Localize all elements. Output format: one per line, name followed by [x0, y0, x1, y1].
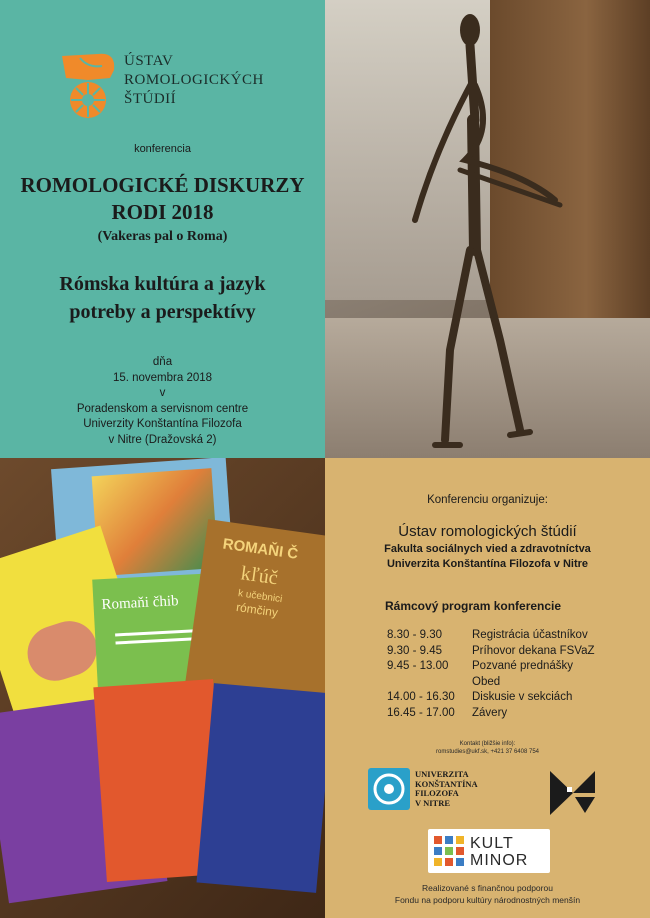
program-activity: Diskusie v sekciách — [472, 691, 573, 703]
brown-book-title: ROMAŇI Č — [221, 535, 300, 563]
support-line-2: Fondu na podporu kultúry národnostných menšín — [394, 895, 581, 905]
logo-line-3: ŠTÚDIÍ — [124, 91, 177, 107]
ukf-line-1: UNIVERZITA — [415, 769, 469, 779]
logo-line-1: ÚSTAV — [124, 53, 174, 69]
institute-logo-icon — [58, 50, 118, 120]
program-title: Rámcový program konferencie — [385, 599, 562, 613]
ukf-line-4: V NITRE — [415, 797, 451, 808]
program-row — [387, 644, 595, 660]
program-row — [387, 706, 595, 722]
funding-note — [325, 882, 650, 906]
conference-title — [0, 172, 325, 226]
venue-line-1: dňa — [152, 356, 173, 368]
ukf-logo-text — [415, 770, 478, 808]
program-activity: Pozvané prednášky — [472, 660, 574, 672]
program-activity: Príhovor dekana FSVaZ — [472, 644, 595, 657]
program-row — [387, 659, 595, 675]
conference-title-line-1: ROMOLOGICKÉ DISKURZY — [20, 173, 305, 197]
venue-line-4: Poradenskom a servisnom centre — [76, 402, 249, 415]
conference-theme — [0, 270, 325, 326]
brown-book-sub3: rómčiny — [235, 599, 279, 620]
program-activity: Obed — [472, 675, 501, 688]
brown-book-sub: kľúč — [239, 562, 280, 590]
kult-minor-logo — [428, 829, 550, 873]
institute-logo-text — [124, 52, 264, 109]
conference-subtitle: (Vakeras pal o Roma) — [97, 229, 228, 244]
venue-line-3: v — [159, 387, 166, 399]
kult-minor-grid-icon — [434, 836, 464, 866]
program-time: 9.30 - 9.45 — [387, 644, 442, 657]
theme-line-2: potreby a perspektívy — [69, 301, 256, 323]
program-schedule — [387, 628, 595, 721]
organizer-faculty: Fakulta sociálnych vied a zdravotníctva — [384, 543, 591, 555]
kult-line-2: MINOR — [470, 852, 529, 869]
logo-line-2: ROMOLOGICKÝCH — [124, 72, 264, 88]
conference-label: konferencia — [134, 143, 191, 155]
program-activity: Registrácia účastníkov — [472, 629, 588, 641]
organizer-name: Ústav romologických štúdií — [398, 523, 577, 540]
venue-line-5: Univerzity Konštantína Filozofa — [83, 418, 242, 430]
program-row — [387, 628, 595, 644]
kult-line-1: KULT — [470, 835, 514, 852]
contact-info — [325, 740, 650, 756]
program-time — [387, 675, 472, 691]
support-line-1: Realizované s finančnou podporou — [422, 883, 553, 893]
sculpture-figure-icon — [325, 0, 650, 458]
venue-line-6: v Nitre (Dražovská 2) — [108, 433, 217, 446]
program-time: 14.00 - 16.30 — [387, 691, 455, 703]
conference-info-panel — [0, 0, 325, 458]
organizer-university: Univerzita Konštantína Filozofa v Nitre — [386, 558, 589, 570]
theme-line-1: Rómska kultúra a jazyk — [59, 273, 266, 295]
ukf-logo-icon — [368, 768, 410, 810]
program-time: 16.45 - 17.00 — [387, 706, 455, 719]
sculpture-photo — [325, 0, 650, 458]
conference-title-line-2: RODI 2018 — [111, 200, 214, 224]
faculty-mark-icon — [545, 763, 600, 818]
organizer-label: Konferenciu organizuje: — [427, 494, 548, 506]
books-photo — [0, 458, 325, 918]
contact-line-1: Kontakt (bližšie info): — [459, 741, 516, 747]
ukf-line-2: KONŠTANTÍNA — [415, 778, 478, 789]
green-book-title: Romaňi čhib — [101, 593, 179, 614]
program-time: 9.45 - 13.00 — [387, 660, 449, 672]
organizer-panel — [325, 458, 650, 918]
venue-line-2: 15. novembra 2018 — [112, 371, 213, 384]
date-and-venue — [0, 355, 325, 448]
ukf-line-3: FILOZOFA — [415, 788, 459, 798]
program-activity: Závery — [472, 706, 508, 719]
book-navy — [197, 683, 325, 893]
contact-line-2: romstudies@ukf.sk, +421 37 6408 754 — [436, 749, 539, 755]
program-row — [387, 690, 595, 706]
program-time: 8.30 - 9.30 — [387, 629, 442, 641]
kult-minor-text — [470, 835, 528, 869]
brown-book-sub2: k učebnici — [237, 588, 283, 606]
program-row — [387, 675, 595, 691]
